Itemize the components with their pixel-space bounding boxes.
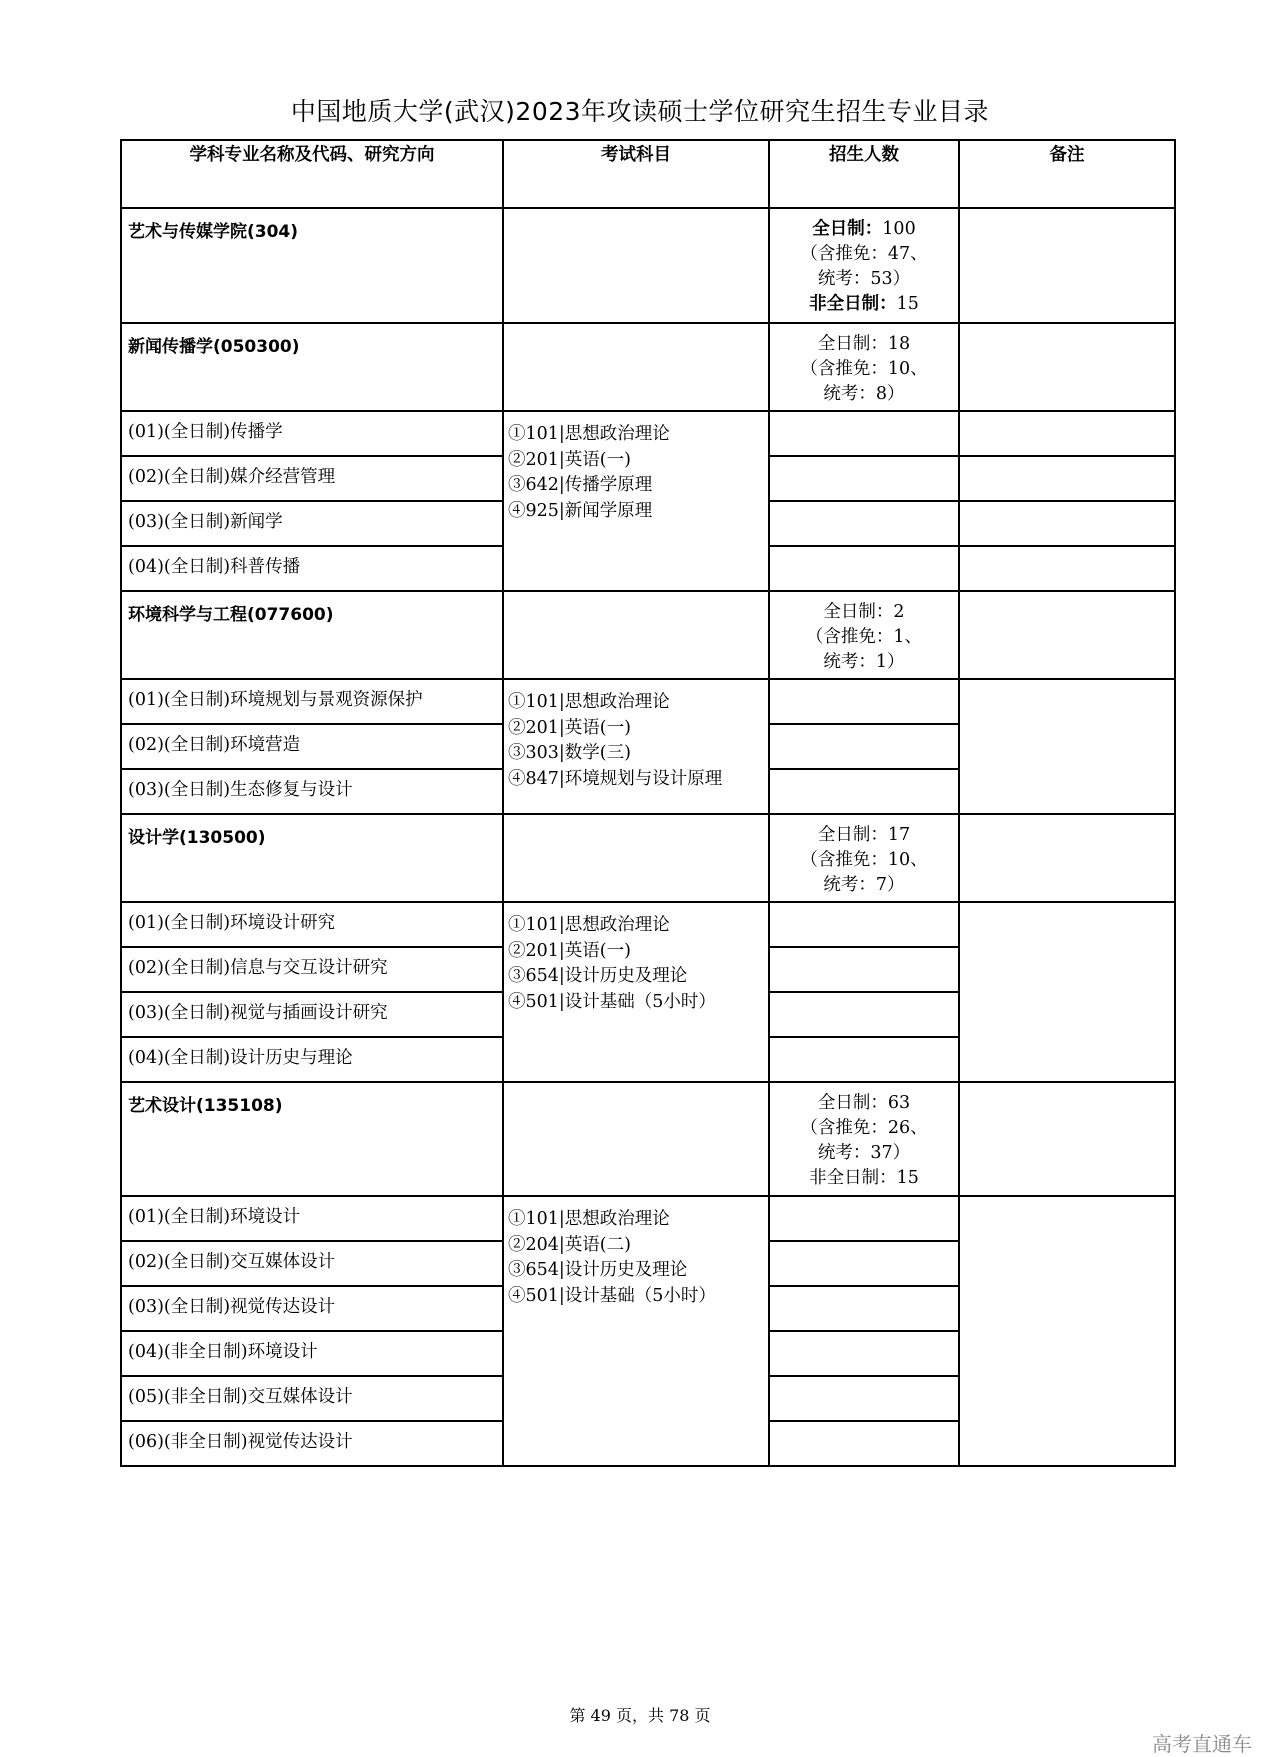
watermark: 高考直通车 xyxy=(1152,1732,1252,1756)
direction-row xyxy=(121,411,1175,456)
direction-name: (03)(全日制)视觉与插画设计研究 xyxy=(121,992,503,1037)
exam-subject: ④925|新闻学原理 xyxy=(508,500,653,521)
college-quota-detail2: 统考：53） xyxy=(817,269,911,289)
college-row xyxy=(121,208,1175,323)
major-quota xyxy=(769,814,959,902)
direction-quota xyxy=(769,1421,959,1466)
major-quota xyxy=(769,1082,959,1196)
exam-subjects xyxy=(503,411,769,591)
exam-subject: ④501|设计基础（5小时） xyxy=(508,1285,716,1306)
page-footer: 第 49 页，共 78 页 xyxy=(569,1706,711,1725)
major-row xyxy=(121,814,1175,902)
direction-quota xyxy=(769,1037,959,1082)
direction-quota xyxy=(769,1376,959,1421)
direction-name: (02)(全日制)信息与交互设计研究 xyxy=(121,947,503,992)
exam-subject: ③642|传播学原理 xyxy=(508,475,653,495)
major-quota-line: 全日制：2 xyxy=(823,602,905,622)
header-major: 学科专业名称及代码、研究方向 xyxy=(121,140,503,208)
direction-name: (03)(全日制)视觉传达设计 xyxy=(121,1286,503,1331)
direction-remarks xyxy=(959,1196,1175,1466)
major-quota-line: 全日制：63 xyxy=(817,1093,911,1113)
major-remarks xyxy=(959,1082,1175,1196)
major-name: 环境科学与工程(077600) xyxy=(121,591,503,679)
major-quota-line: 统考：7） xyxy=(823,875,905,895)
college-quota xyxy=(769,208,959,323)
direction-quota xyxy=(769,679,959,724)
direction-name: (06)(非全日制)视觉传达设计 xyxy=(121,1421,503,1466)
major-quota-line: （含推免：1、 xyxy=(805,627,923,647)
direction-name: (01)(全日制)传播学 xyxy=(121,411,503,456)
major-quota xyxy=(769,323,959,411)
exam-subject: ③303|数学(三) xyxy=(508,743,631,763)
major-quota-line: 全日制：18 xyxy=(817,334,911,354)
direction-quota xyxy=(769,1286,959,1331)
major-row xyxy=(121,1082,1175,1196)
major-subjects xyxy=(503,1082,769,1196)
exam-subjects xyxy=(503,679,769,814)
direction-quota xyxy=(769,902,959,947)
college-subjects xyxy=(503,208,769,323)
exam-subject: ④501|设计基础（5小时） xyxy=(508,991,716,1012)
direction-name: (02)(全日制)媒介经营管理 xyxy=(121,456,503,501)
direction-quota xyxy=(769,947,959,992)
direction-name: (03)(全日制)新闻学 xyxy=(121,501,503,546)
major-quota-line: （含推免：10、 xyxy=(800,359,928,379)
major-quota-line: （含推免：10、 xyxy=(800,850,928,870)
direction-name: (01)(全日制)环境设计 xyxy=(121,1196,503,1241)
direction-row xyxy=(121,902,1175,947)
direction-remarks xyxy=(959,546,1175,591)
major-remarks xyxy=(959,323,1175,411)
exam-subjects xyxy=(503,1196,769,1466)
direction-name: (02)(全日制)环境营造 xyxy=(121,724,503,769)
college-quota-detail1: （含推免：47、 xyxy=(800,244,928,264)
exam-subject: ①101|思想政治理论 xyxy=(508,1209,670,1229)
exam-subject: ①101|思想政治理论 xyxy=(508,692,670,712)
page-title: 中国地质大学(武汉)2023年攻读硕士学位研究生招生专业目录 xyxy=(290,97,990,126)
major-quota-line: 统考：1） xyxy=(823,652,905,672)
college-ft-value: 100 xyxy=(882,219,916,239)
direction-quota xyxy=(769,1331,959,1376)
college-name: 艺术与传媒学院(304) xyxy=(121,208,503,323)
header-subjects: 考试科目 xyxy=(503,140,769,208)
direction-quota xyxy=(769,1196,959,1241)
direction-name: (01)(全日制)环境设计研究 xyxy=(121,902,503,947)
college-pt-value: 15 xyxy=(896,294,919,314)
direction-name: (01)(全日制)环境规划与景观资源保护 xyxy=(121,679,503,724)
direction-remarks xyxy=(959,501,1175,546)
direction-remarks xyxy=(959,456,1175,501)
college-remarks xyxy=(959,208,1175,323)
major-name: 设计学(130500) xyxy=(121,814,503,902)
exam-subject: ①101|思想政治理论 xyxy=(508,424,670,444)
major-quota xyxy=(769,591,959,679)
major-subjects xyxy=(503,591,769,679)
direction-quota xyxy=(769,769,959,814)
direction-remarks xyxy=(959,902,1175,1082)
direction-name: (05)(非全日制)交互媒体设计 xyxy=(121,1376,503,1421)
major-name: 新闻传播学(050300) xyxy=(121,323,503,411)
direction-name: (04)(全日制)设计历史与理论 xyxy=(121,1037,503,1082)
major-remarks xyxy=(959,814,1175,902)
catalog-table xyxy=(120,139,1176,1467)
exam-subject: ②201|英语(一) xyxy=(508,449,631,470)
college-pt-label: 非全日制： xyxy=(809,294,897,314)
major-quota-line: （含推免：26、 xyxy=(800,1118,928,1138)
exam-subject: ③654|设计历史及理论 xyxy=(508,966,688,986)
major-row xyxy=(121,591,1175,679)
direction-name: (02)(全日制)交互媒体设计 xyxy=(121,1241,503,1286)
direction-row xyxy=(121,1196,1175,1241)
direction-quota xyxy=(769,501,959,546)
direction-quota xyxy=(769,992,959,1037)
header-quota: 招生人数 xyxy=(769,140,959,208)
major-row xyxy=(121,323,1175,411)
direction-quota xyxy=(769,546,959,591)
college-ft-label: 全日制： xyxy=(812,219,883,239)
header-remarks: 备注 xyxy=(959,140,1175,208)
major-name: 艺术设计(135108) xyxy=(121,1082,503,1196)
major-remarks xyxy=(959,591,1175,679)
major-quota-line: 统考：37） xyxy=(817,1143,911,1163)
exam-subject: ②201|英语(一) xyxy=(508,717,631,738)
exam-subject: ②201|英语(一) xyxy=(508,940,631,961)
direction-name: (04)(非全日制)环境设计 xyxy=(121,1331,503,1376)
direction-name: (03)(全日制)生态修复与设计 xyxy=(121,769,503,814)
major-quota-line: 统考：8） xyxy=(823,384,905,404)
exam-subject: ②204|英语(二) xyxy=(508,1234,631,1255)
direction-quota xyxy=(769,456,959,501)
direction-quota xyxy=(769,724,959,769)
direction-row xyxy=(121,679,1175,724)
direction-quota xyxy=(769,411,959,456)
major-subjects xyxy=(503,323,769,411)
direction-remarks xyxy=(959,679,1175,814)
direction-quota xyxy=(769,1241,959,1286)
major-quota-line: 非全日制：15 xyxy=(809,1168,919,1188)
exam-subjects xyxy=(503,902,769,1082)
exam-subject: ④847|环境规划与设计原理 xyxy=(508,768,723,789)
direction-remarks xyxy=(959,411,1175,456)
direction-name: (04)(全日制)科普传播 xyxy=(121,546,503,591)
major-subjects xyxy=(503,814,769,902)
exam-subject: ①101|思想政治理论 xyxy=(508,915,670,935)
major-quota-line: 全日制：17 xyxy=(817,825,911,845)
header-row xyxy=(121,140,1175,208)
exam-subject: ③654|设计历史及理论 xyxy=(508,1260,688,1280)
